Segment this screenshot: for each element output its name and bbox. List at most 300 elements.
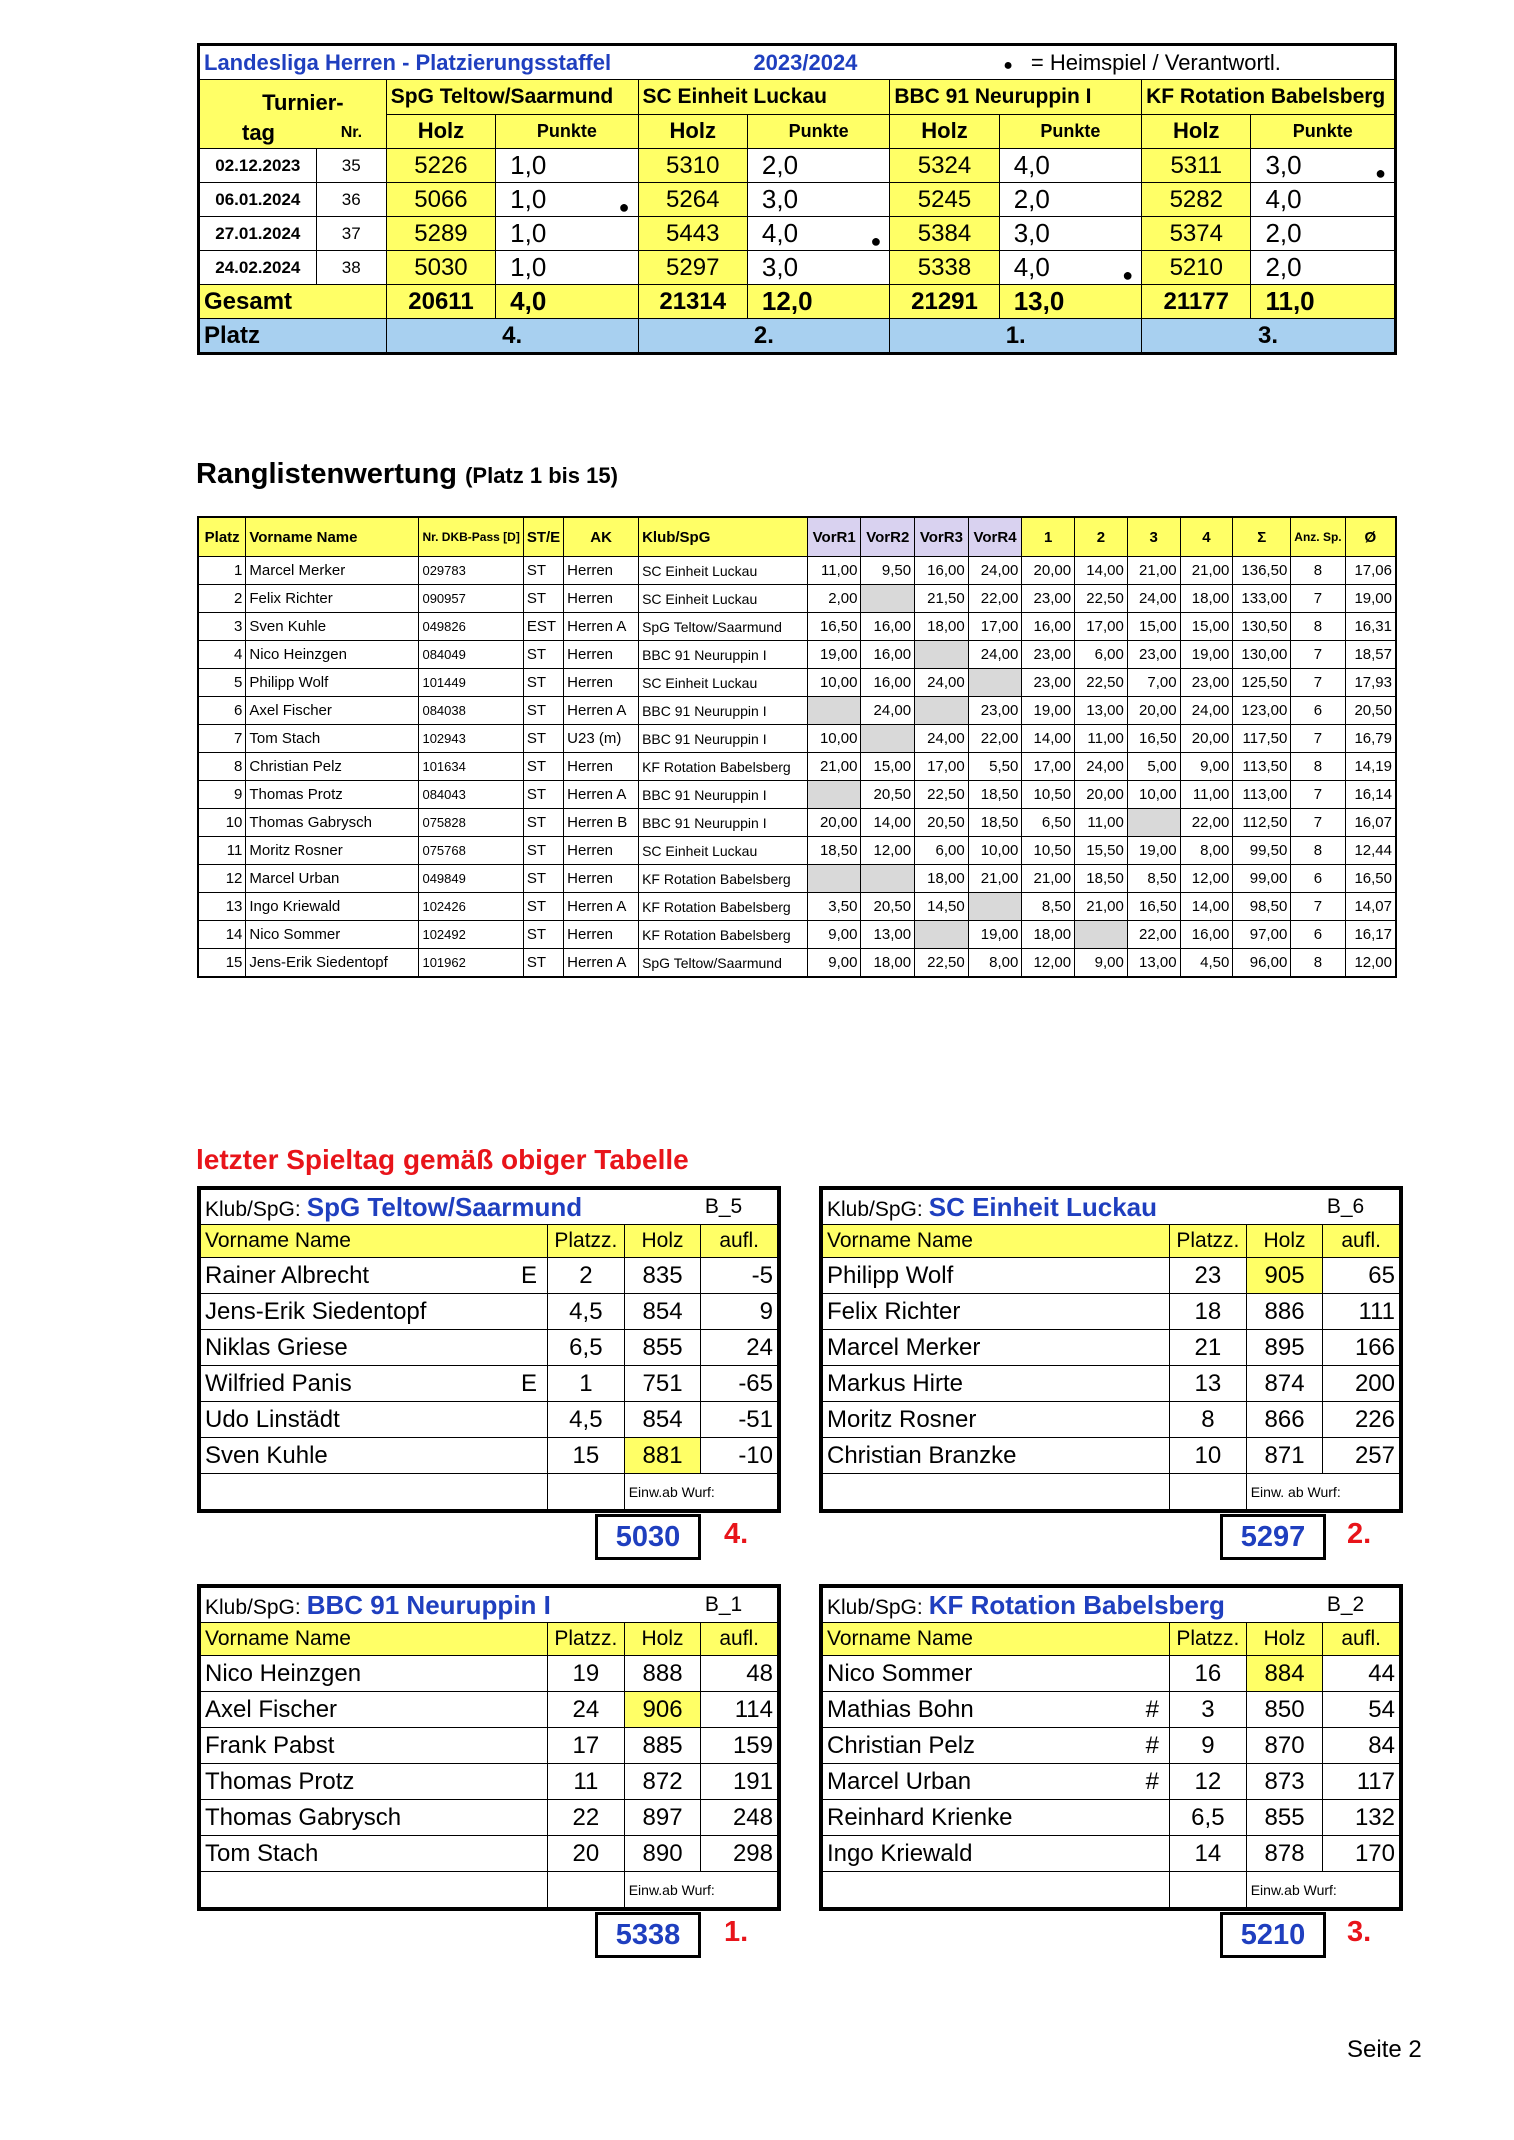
rangliste-cell: 13,00 xyxy=(1075,697,1128,725)
rangliste-col-header: Anz. Sp. xyxy=(1291,517,1345,557)
player-name: Thomas Protz xyxy=(205,1767,355,1795)
rangliste-col-header: Nr. DKB-Pass [D] xyxy=(419,517,523,557)
rangliste-cell: 12,00 xyxy=(1180,865,1233,893)
club-col-header-row xyxy=(201,1623,778,1656)
rangliste-cell: 22,50 xyxy=(915,949,969,978)
punkte-value: 1,0 xyxy=(510,150,547,180)
club-place: 4. xyxy=(724,1518,749,1550)
player-name: Rainer Albrecht xyxy=(205,1261,370,1289)
rangliste-cell: 23,00 xyxy=(968,697,1022,725)
player-aufl: 257 xyxy=(1323,1438,1400,1474)
rangliste-cell xyxy=(807,781,861,809)
rangliste-col-header: Ø xyxy=(1345,517,1396,557)
club-code: B_5 xyxy=(701,1190,778,1225)
player-row xyxy=(823,1402,1400,1438)
einw-row xyxy=(201,1474,778,1510)
player-name: Reinhard Krienke xyxy=(827,1803,1013,1831)
club-col-header: aufl. xyxy=(701,1623,778,1656)
rangliste-cell: 20,50 xyxy=(1345,697,1396,725)
rangliste-cell: 18,00 xyxy=(1022,921,1075,949)
rangliste-cell: 14,19 xyxy=(1345,753,1396,781)
player-row xyxy=(201,1366,778,1402)
rangliste-title xyxy=(196,458,618,491)
rangliste-cell: Herren xyxy=(564,921,639,949)
rangliste-cell: 17,00 xyxy=(968,613,1022,641)
rangliste-cell: ST xyxy=(523,809,563,837)
rangliste-cell: 11 xyxy=(198,837,246,865)
rangliste-cell xyxy=(915,697,969,725)
player-platz: 19 xyxy=(548,1656,625,1692)
player-holz: 886 xyxy=(1246,1294,1323,1330)
player-name: Sven Kuhle xyxy=(205,1441,328,1469)
rangliste-cell: Jens-Erik Siedentopf xyxy=(246,949,419,978)
rangliste-cell: 24,00 xyxy=(915,669,969,697)
rangliste-cell: 117,50 xyxy=(1233,725,1291,753)
rangliste-cell: KF Rotation Babelsberg xyxy=(639,753,808,781)
player-row xyxy=(201,1656,778,1692)
match-date: 06.01.2024 xyxy=(199,183,317,217)
player-flag: # xyxy=(1145,1768,1160,1795)
club-col-header: Holz xyxy=(1246,1623,1323,1656)
holz-value: 5443 xyxy=(638,217,747,251)
team-header-row xyxy=(199,80,1396,115)
rangliste-cell: 20,00 xyxy=(1180,725,1233,753)
player-aufl: 191 xyxy=(701,1764,778,1800)
club-label: Klub/SpG: xyxy=(827,1595,923,1619)
player-name: Tom Stach xyxy=(205,1839,319,1867)
rangliste-cell: Christian Pelz xyxy=(246,753,419,781)
player-platz: 4,5 xyxy=(548,1294,625,1330)
club-sum: 5030 xyxy=(595,1514,701,1560)
player-aufl: 132 xyxy=(1323,1800,1400,1836)
holz-value: 5310 xyxy=(638,149,747,183)
gesamt-punkte: 13,0 xyxy=(999,285,1141,319)
holz-value: 5030 xyxy=(386,251,495,285)
club-col-header: Holz xyxy=(1246,1225,1323,1258)
rangliste-cell: 8 xyxy=(1291,753,1345,781)
rangliste-cell: 22,50 xyxy=(1075,585,1128,613)
standings-row xyxy=(199,183,1396,217)
rangliste-cell: SC Einheit Luckau xyxy=(639,837,808,865)
club-label: Klub/SpG: xyxy=(205,1595,301,1619)
rangliste-cell: 10,00 xyxy=(1127,781,1180,809)
club-sum: 5338 xyxy=(595,1912,701,1958)
rangliste-cell: 3,50 xyxy=(807,893,861,921)
player-holz: 884 xyxy=(1246,1656,1323,1692)
rangliste-cell: 22,00 xyxy=(1127,921,1180,949)
rangliste-cell: 21,00 xyxy=(1022,865,1075,893)
player-aufl: -51 xyxy=(701,1402,778,1438)
rangliste-cell: 7 xyxy=(1291,641,1345,669)
player-aufl: 226 xyxy=(1323,1402,1400,1438)
player-row xyxy=(201,1692,778,1728)
player-flag: # xyxy=(1145,1696,1160,1723)
rangliste-cell: 12,00 xyxy=(861,837,915,865)
rangliste-cell: 24,00 xyxy=(968,557,1022,585)
rangliste-cell: 16,00 xyxy=(861,613,915,641)
player-platz: 16 xyxy=(1170,1656,1247,1692)
platz-value: 1. xyxy=(890,319,1142,354)
player-name: Mathias Bohn xyxy=(827,1695,974,1723)
rangliste-cell: Herren A xyxy=(564,893,639,921)
player-platz: 23 xyxy=(1170,1258,1247,1294)
player-name: Christian Branzke xyxy=(827,1441,1017,1469)
player-name: Thomas Gabrysch xyxy=(205,1803,402,1831)
rangliste-cell: 113,50 xyxy=(1233,753,1291,781)
einw-row xyxy=(823,1872,1400,1908)
club-col-header-row xyxy=(201,1225,778,1258)
rangliste-cell: 19,00 xyxy=(968,921,1022,949)
player-row xyxy=(823,1728,1400,1764)
rangliste-row xyxy=(198,585,1396,613)
rangliste-cell: 6 xyxy=(198,697,246,725)
home-dot-icon: ● xyxy=(870,231,882,251)
rangliste-row xyxy=(198,725,1396,753)
rangliste-cell: 12,00 xyxy=(1345,949,1396,978)
holz-value: 5282 xyxy=(1142,183,1251,217)
club-col-header: Holz xyxy=(624,1225,701,1258)
rangliste-cell: 4 xyxy=(198,641,246,669)
player-holz: 855 xyxy=(1246,1800,1323,1836)
rangliste-cell: Herren xyxy=(564,669,639,697)
player-holz: 872 xyxy=(624,1764,701,1800)
rangliste-cell: 101449 xyxy=(419,669,523,697)
rangliste-row xyxy=(198,697,1396,725)
rangliste-cell: 8,00 xyxy=(1180,837,1233,865)
rangliste-cell: 17,93 xyxy=(1345,669,1396,697)
rangliste-cell: 7,00 xyxy=(1127,669,1180,697)
rangliste-col-header: 3 xyxy=(1127,517,1180,557)
rangliste-cell: 20,00 xyxy=(1022,557,1075,585)
rangliste-cell: 16,50 xyxy=(1127,893,1180,921)
rangliste-cell xyxy=(968,893,1022,921)
rangliste-header-row xyxy=(198,517,1396,557)
rangliste-cell: 16,00 xyxy=(1022,613,1075,641)
punkte-header: Punkte xyxy=(496,114,638,149)
rangliste-cell: 4,50 xyxy=(1180,949,1233,978)
rangliste-cell: 99,50 xyxy=(1233,837,1291,865)
rangliste-row xyxy=(198,781,1396,809)
player-aufl: 54 xyxy=(1323,1692,1400,1728)
gesamt-holz: 21177 xyxy=(1142,285,1251,319)
home-dot-icon: ● xyxy=(1122,265,1134,285)
rangliste-col-header: ST/E xyxy=(523,517,563,557)
rangliste-cell: 18,00 xyxy=(915,865,969,893)
rangliste-cell: 130,00 xyxy=(1233,641,1291,669)
rangliste-cell: BBC 91 Neuruppin I xyxy=(639,781,808,809)
rangliste-cell: 8 xyxy=(1291,837,1345,865)
player-platz: 20 xyxy=(548,1836,625,1872)
player-name: Nico Sommer xyxy=(827,1659,973,1687)
rangliste-cell: 18,50 xyxy=(968,809,1022,837)
rangliste-cell: Herren A xyxy=(564,781,639,809)
rangliste-cell: Philipp Wolf xyxy=(246,669,419,697)
rangliste-cell: Marcel Merker xyxy=(246,557,419,585)
player-name: Frank Pabst xyxy=(205,1731,335,1759)
player-flag: E xyxy=(521,1262,538,1289)
rangliste-cell: 11,00 xyxy=(1075,809,1128,837)
match-nr: 38 xyxy=(316,251,386,285)
rangliste-cell: 14,00 xyxy=(1022,725,1075,753)
holz-value: 5324 xyxy=(890,149,999,183)
club-card-luckau xyxy=(819,1186,1403,1513)
rangliste-cell: U23 (m) xyxy=(564,725,639,753)
player-aufl: 111 xyxy=(1323,1294,1400,1330)
rangliste-cell: 125,50 xyxy=(1233,669,1291,697)
rangliste-cell: 13 xyxy=(198,893,246,921)
punkte-value: 3,0 xyxy=(1265,150,1302,180)
rangliste-cell: 20,00 xyxy=(1127,697,1180,725)
rangliste-cell: SC Einheit Luckau xyxy=(639,557,808,585)
rangliste-cell: 24,00 xyxy=(1180,697,1233,725)
rangliste-row xyxy=(198,613,1396,641)
rangliste-cell: SC Einheit Luckau xyxy=(639,669,808,697)
player-row xyxy=(201,1258,778,1294)
holz-value: 5374 xyxy=(1142,217,1251,251)
rangliste-col-header: 1 xyxy=(1022,517,1075,557)
player-name: Axel Fischer xyxy=(205,1695,338,1723)
rangliste-cell: 23,00 xyxy=(1022,669,1075,697)
rangliste-cell: Sven Kuhle xyxy=(246,613,419,641)
rangliste-cell: 18,57 xyxy=(1345,641,1396,669)
gesamt-holz: 20611 xyxy=(386,285,495,319)
rangliste-cell: 16,00 xyxy=(861,641,915,669)
punkte-value: 2,0 xyxy=(1013,184,1050,214)
player-flag: # xyxy=(1145,1732,1160,1759)
club-name: KF Rotation Babelsberg xyxy=(928,1589,1225,1620)
rangliste-cell: ST xyxy=(523,865,563,893)
rangliste-cell: 23,00 xyxy=(1022,585,1075,613)
club-col-header: Vorname Name xyxy=(201,1225,548,1258)
player-holz: 897 xyxy=(624,1800,701,1836)
player-name: Udo Linstädt xyxy=(205,1405,340,1433)
rangliste-cell: Nico Sommer xyxy=(246,921,419,949)
rangliste-cell: 075828 xyxy=(419,809,523,837)
player-row xyxy=(201,1294,778,1330)
rangliste-cell: 112,50 xyxy=(1233,809,1291,837)
rangliste-cell: 8,00 xyxy=(968,949,1022,978)
title-row xyxy=(199,45,1396,80)
club-header-row xyxy=(823,1190,1400,1225)
rangliste-cell: Herren xyxy=(564,641,639,669)
rangliste-cell xyxy=(968,669,1022,697)
club-header-row xyxy=(201,1190,778,1225)
rangliste-cell: 11,00 xyxy=(807,557,861,585)
rangliste-cell: 5,50 xyxy=(968,753,1022,781)
rangliste-cell xyxy=(861,725,915,753)
punkte-value: 3,0 xyxy=(761,252,799,282)
club-card-neuruppin xyxy=(197,1584,781,1911)
rangliste-cell: 13,00 xyxy=(1127,949,1180,978)
standings-row xyxy=(199,217,1396,251)
rangliste-cell: 14,00 xyxy=(1075,557,1128,585)
rangliste-cell xyxy=(861,585,915,613)
rangliste-cell: 16,14 xyxy=(1345,781,1396,809)
rangliste-cell: 18,50 xyxy=(807,837,861,865)
rangliste-cell: ST xyxy=(523,921,563,949)
rangliste-col-header: VorR3 xyxy=(915,517,969,557)
rangliste-cell: 6 xyxy=(1291,697,1345,725)
holz-value: 5210 xyxy=(1142,251,1251,285)
rangliste-row xyxy=(198,921,1396,949)
rangliste-cell: 10 xyxy=(198,809,246,837)
club-name: SpG Teltow/Saarmund xyxy=(306,1191,583,1222)
player-platz: 17 xyxy=(548,1728,625,1764)
club-col-header: aufl. xyxy=(1323,1623,1400,1656)
rangliste-cell: ST xyxy=(523,949,563,978)
einw-label: Einw.ab Wurf: xyxy=(624,1474,777,1510)
rangliste-cell: 6,00 xyxy=(1075,641,1128,669)
rangliste-cell: KF Rotation Babelsberg xyxy=(639,921,808,949)
rangliste-cell: 22,00 xyxy=(1180,809,1233,837)
player-aufl: 170 xyxy=(1323,1836,1400,1872)
rangliste-cell: 6 xyxy=(1291,921,1345,949)
player-holz: 906 xyxy=(624,1692,701,1728)
rangliste-cell: Herren A xyxy=(564,613,639,641)
rangliste-cell: 16,07 xyxy=(1345,809,1396,837)
col-nr: Nr. xyxy=(340,124,363,141)
player-aufl: 9 xyxy=(701,1294,778,1330)
einw-label: Einw.ab Wurf: xyxy=(1246,1872,1399,1908)
holz-value: 5384 xyxy=(890,217,999,251)
rangliste-cell: 24,00 xyxy=(1075,753,1128,781)
rangliste-cell: KF Rotation Babelsberg xyxy=(639,865,808,893)
player-aufl: 298 xyxy=(701,1836,778,1872)
player-holz: 866 xyxy=(1246,1402,1323,1438)
legend-text: = Heimspiel / Verantwortl. xyxy=(1030,49,1281,75)
rangliste-cell: Herren xyxy=(564,585,639,613)
rangliste-cell: 20,50 xyxy=(861,781,915,809)
match-date: 02.12.2023 xyxy=(199,149,317,183)
col-tag: tag xyxy=(242,120,275,145)
rangliste-cell: BBC 91 Neuruppin I xyxy=(639,809,808,837)
rangliste-cell: SpG Teltow/Saarmund xyxy=(639,613,808,641)
player-row xyxy=(201,1438,778,1474)
rangliste-cell: 24,00 xyxy=(915,725,969,753)
rangliste-cell: 23,00 xyxy=(1022,641,1075,669)
rangliste-cell: 15,00 xyxy=(1127,613,1180,641)
club-table xyxy=(822,1587,1400,1908)
rangliste-cell: 16,50 xyxy=(1345,865,1396,893)
holz-header: Holz xyxy=(386,114,495,149)
rangliste-cell: Marcel Urban xyxy=(246,865,419,893)
club-table xyxy=(200,1189,778,1510)
rangliste-cell: 14,00 xyxy=(861,809,915,837)
rangliste-cell: Herren A xyxy=(564,697,639,725)
rangliste-cell: 12,44 xyxy=(1345,837,1396,865)
rangliste-cell: 7 xyxy=(1291,781,1345,809)
rangliste-cell: 10,00 xyxy=(807,725,861,753)
club-col-header: Platzz. xyxy=(1170,1623,1247,1656)
player-name: Markus Hirte xyxy=(827,1369,964,1397)
einw-label: Einw. ab Wurf: xyxy=(1246,1474,1399,1510)
club-col-header-row xyxy=(823,1623,1400,1656)
rangliste-cell: Herren xyxy=(564,865,639,893)
rangliste-table xyxy=(197,516,1397,978)
rangliste-cell: 084038 xyxy=(419,697,523,725)
rangliste-cell: Thomas Gabrysch xyxy=(246,809,419,837)
holz-header: Holz xyxy=(638,114,747,149)
rangliste-cell: 5,00 xyxy=(1127,753,1180,781)
rangliste-cell: 14 xyxy=(198,921,246,949)
rangliste-cell: 14,00 xyxy=(1180,893,1233,921)
rangliste-cell: Herren xyxy=(564,557,639,585)
rangliste-cell: 14,07 xyxy=(1345,893,1396,921)
club-label: Klub/SpG: xyxy=(205,1197,301,1221)
rangliste-row xyxy=(198,753,1396,781)
player-platz: 18 xyxy=(1170,1294,1247,1330)
punkte-value: 2,0 xyxy=(1265,218,1302,248)
einw-row xyxy=(823,1474,1400,1510)
player-row xyxy=(823,1294,1400,1330)
platz-row xyxy=(199,319,1396,354)
player-aufl: 65 xyxy=(1323,1258,1400,1294)
club-place: 3. xyxy=(1347,1916,1372,1948)
rangliste-cell: 20,00 xyxy=(807,809,861,837)
gesamt-row xyxy=(199,285,1396,319)
rangliste-cell: 19,00 xyxy=(1345,585,1396,613)
rangliste-cell: 9,00 xyxy=(807,921,861,949)
player-row xyxy=(823,1656,1400,1692)
player-platz: 15 xyxy=(548,1438,625,1474)
rangliste-cell: 17,00 xyxy=(1075,613,1128,641)
rangliste-cell: 19,00 xyxy=(1127,837,1180,865)
rangliste-col-header: Σ xyxy=(1233,517,1291,557)
club-col-header: Vorname Name xyxy=(201,1623,548,1656)
player-platz: 21 xyxy=(1170,1330,1247,1366)
rangliste-cell xyxy=(915,641,969,669)
club-code: B_6 xyxy=(1323,1190,1400,1225)
rangliste-cell: 9,50 xyxy=(861,557,915,585)
club-col-header-row xyxy=(823,1225,1400,1258)
club-col-header: Holz xyxy=(624,1623,701,1656)
player-platz: 13 xyxy=(1170,1366,1247,1402)
rangliste-cell: 090957 xyxy=(419,585,523,613)
player-row xyxy=(823,1836,1400,1872)
club-col-header: Platzz. xyxy=(548,1623,625,1656)
player-name: Nico Heinzgen xyxy=(205,1659,362,1687)
rangliste-cell: KF Rotation Babelsberg xyxy=(639,893,808,921)
rangliste-cell: ST xyxy=(523,893,563,921)
platz-value: 2. xyxy=(638,319,890,354)
rangliste-cell: 21,50 xyxy=(915,585,969,613)
holz-value: 5297 xyxy=(638,251,747,285)
rangliste-cell: EST xyxy=(523,613,563,641)
rangliste-cell: 8 xyxy=(1291,949,1345,978)
player-name: Felix Richter xyxy=(827,1297,961,1325)
rangliste-cell: 21,00 xyxy=(1075,893,1128,921)
gesamt-punkte: 12,0 xyxy=(747,285,889,319)
player-platz: 22 xyxy=(548,1800,625,1836)
player-flag: E xyxy=(521,1370,538,1397)
rangliste-cell: Herren B xyxy=(564,809,639,837)
rangliste-cell: 20,50 xyxy=(861,893,915,921)
holz-value: 5264 xyxy=(638,183,747,217)
last-matchday-title: letzter Spieltag gemäß obiger Tabelle xyxy=(196,1144,689,1175)
punkte-value: 1,0 xyxy=(510,184,547,214)
rangliste-cell: 101634 xyxy=(419,753,523,781)
rangliste-cell xyxy=(807,697,861,725)
player-aufl: 159 xyxy=(701,1728,778,1764)
rangliste-cell: 9,00 xyxy=(1075,949,1128,978)
rangliste-cell: ST xyxy=(523,557,563,585)
club-col-header: aufl. xyxy=(1323,1225,1400,1258)
rangliste-col-header: 2 xyxy=(1075,517,1128,557)
rangliste-cell: 22,00 xyxy=(968,585,1022,613)
team-header-3: KF Rotation Babelsberg xyxy=(1142,80,1396,115)
punkte-value: 4,0 xyxy=(761,218,799,248)
rangliste-cell: ST xyxy=(523,669,563,697)
